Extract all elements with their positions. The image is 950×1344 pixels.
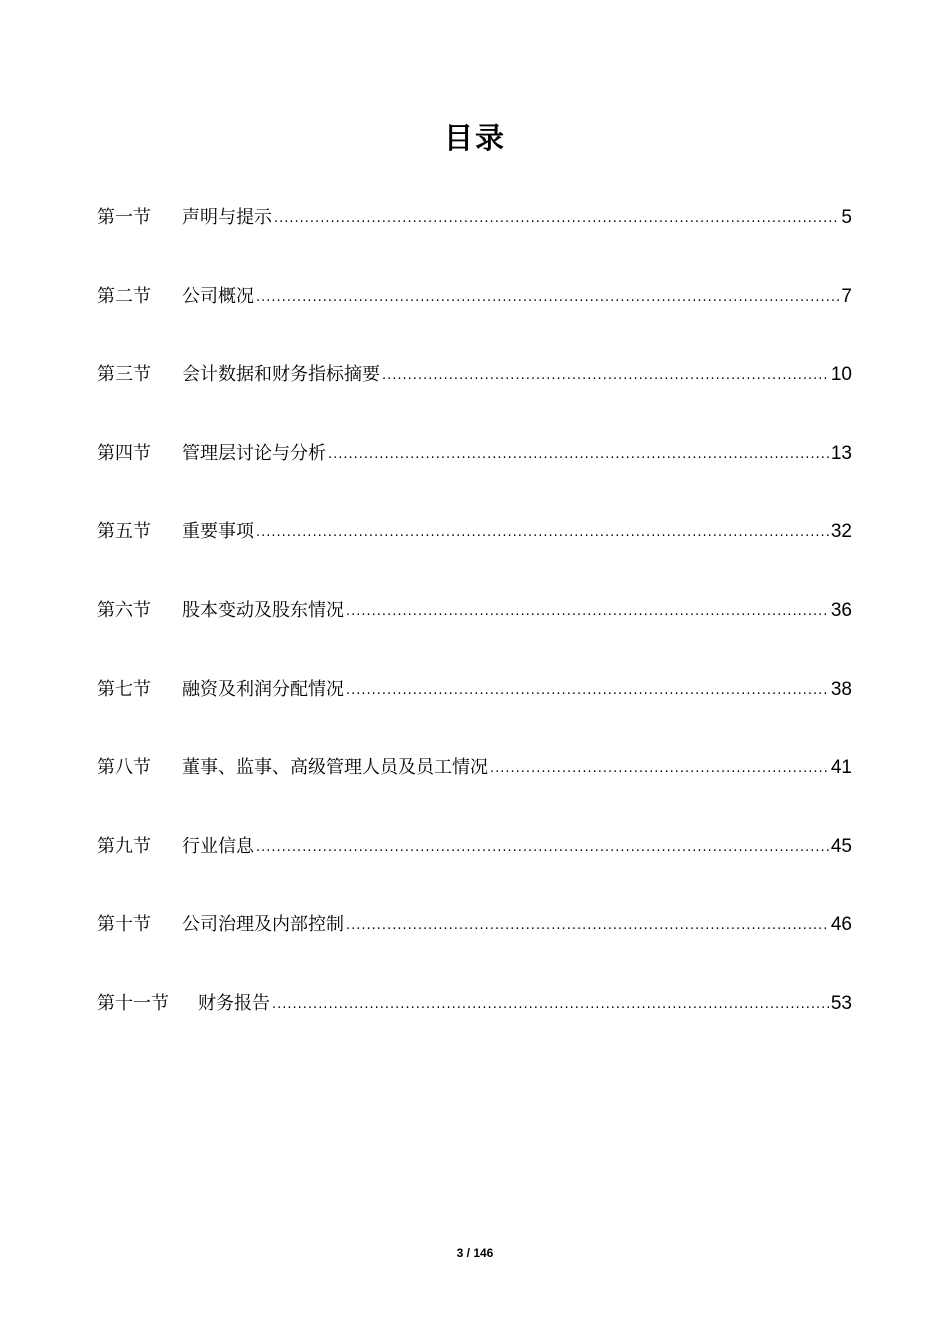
table-of-contents — [97, 200, 852, 1065]
toc-dot-leader — [328, 437, 829, 473]
toc-dot-leader — [256, 515, 829, 551]
toc-section-number: 第四节 — [97, 442, 151, 464]
toc-page-number: 53 — [830, 992, 852, 1014]
toc-entry[interactable] — [97, 672, 852, 751]
toc-section-number: 第十节 — [97, 914, 151, 936]
toc-section-number: 第一节 — [97, 207, 151, 228]
toc-section-number: 第七节 — [97, 678, 151, 700]
toc-section-number: 第十一节 — [97, 992, 169, 1014]
toc-entry[interactable] — [97, 593, 852, 672]
toc-entry[interactable] — [97, 750, 852, 829]
toc-entry-title: 公司治理及内部控制 — [182, 914, 344, 936]
toc-entry[interactable] — [97, 907, 852, 986]
toc-entry-title: 声明与提示 — [182, 207, 272, 228]
toc-entry-title: 董事、监事、高级管理人员及员工情况 — [182, 757, 488, 779]
toc-page-number: 13 — [830, 442, 852, 464]
toc-dot-leader — [346, 594, 829, 630]
toc-dot-leader — [256, 830, 829, 866]
toc-page-number: 10 — [830, 364, 852, 386]
toc-entry-title: 管理层讨论与分析 — [182, 442, 326, 464]
toc-page-number: 38 — [830, 678, 852, 700]
page-title: 目录 — [443, 121, 506, 155]
toc-page-number: 41 — [830, 757, 852, 779]
toc-entry-title: 融资及利润分配情况 — [182, 678, 344, 700]
toc-dot-leader — [346, 908, 829, 944]
toc-page-number: 45 — [830, 835, 852, 857]
toc-entry[interactable] — [97, 279, 852, 358]
toc-page-number: 46 — [830, 914, 852, 936]
toc-dot-leader — [272, 987, 829, 1023]
toc-dot-leader — [490, 751, 829, 787]
toc-page-number: 5 — [841, 207, 852, 228]
toc-page-number: 36 — [830, 599, 852, 621]
toc-entry-title: 行业信息 — [182, 835, 254, 857]
toc-section-number: 第五节 — [97, 521, 151, 543]
toc-entry[interactable] — [97, 357, 852, 436]
toc-section-number: 第六节 — [97, 599, 151, 621]
toc-page-number: 32 — [830, 521, 852, 543]
toc-dot-leader — [382, 358, 829, 394]
toc-entry[interactable] — [97, 986, 852, 1065]
toc-section-number: 第九节 — [97, 835, 151, 857]
toc-dot-leader — [256, 280, 839, 316]
toc-section-number: 第二节 — [97, 285, 151, 307]
toc-entry[interactable] — [97, 514, 852, 593]
toc-entry[interactable] — [97, 436, 852, 515]
toc-entry-title: 重要事项 — [182, 521, 254, 543]
page-number-footer: 3 / 146 — [456, 1246, 494, 1260]
toc-page-number: 7 — [841, 285, 852, 307]
toc-entry-title: 会计数据和财务指标摘要 — [182, 364, 380, 386]
toc-section-number: 第三节 — [97, 364, 151, 386]
toc-entry-title: 公司概况 — [182, 285, 254, 307]
toc-entry-title: 财务报告 — [198, 992, 270, 1014]
toc-entry[interactable] — [97, 829, 852, 908]
toc-entry[interactable] — [97, 200, 852, 279]
toc-dot-leader — [346, 673, 829, 709]
toc-entry-title: 股本变动及股东情况 — [182, 599, 344, 621]
toc-section-number: 第八节 — [97, 757, 151, 779]
toc-dot-leader — [274, 201, 839, 237]
